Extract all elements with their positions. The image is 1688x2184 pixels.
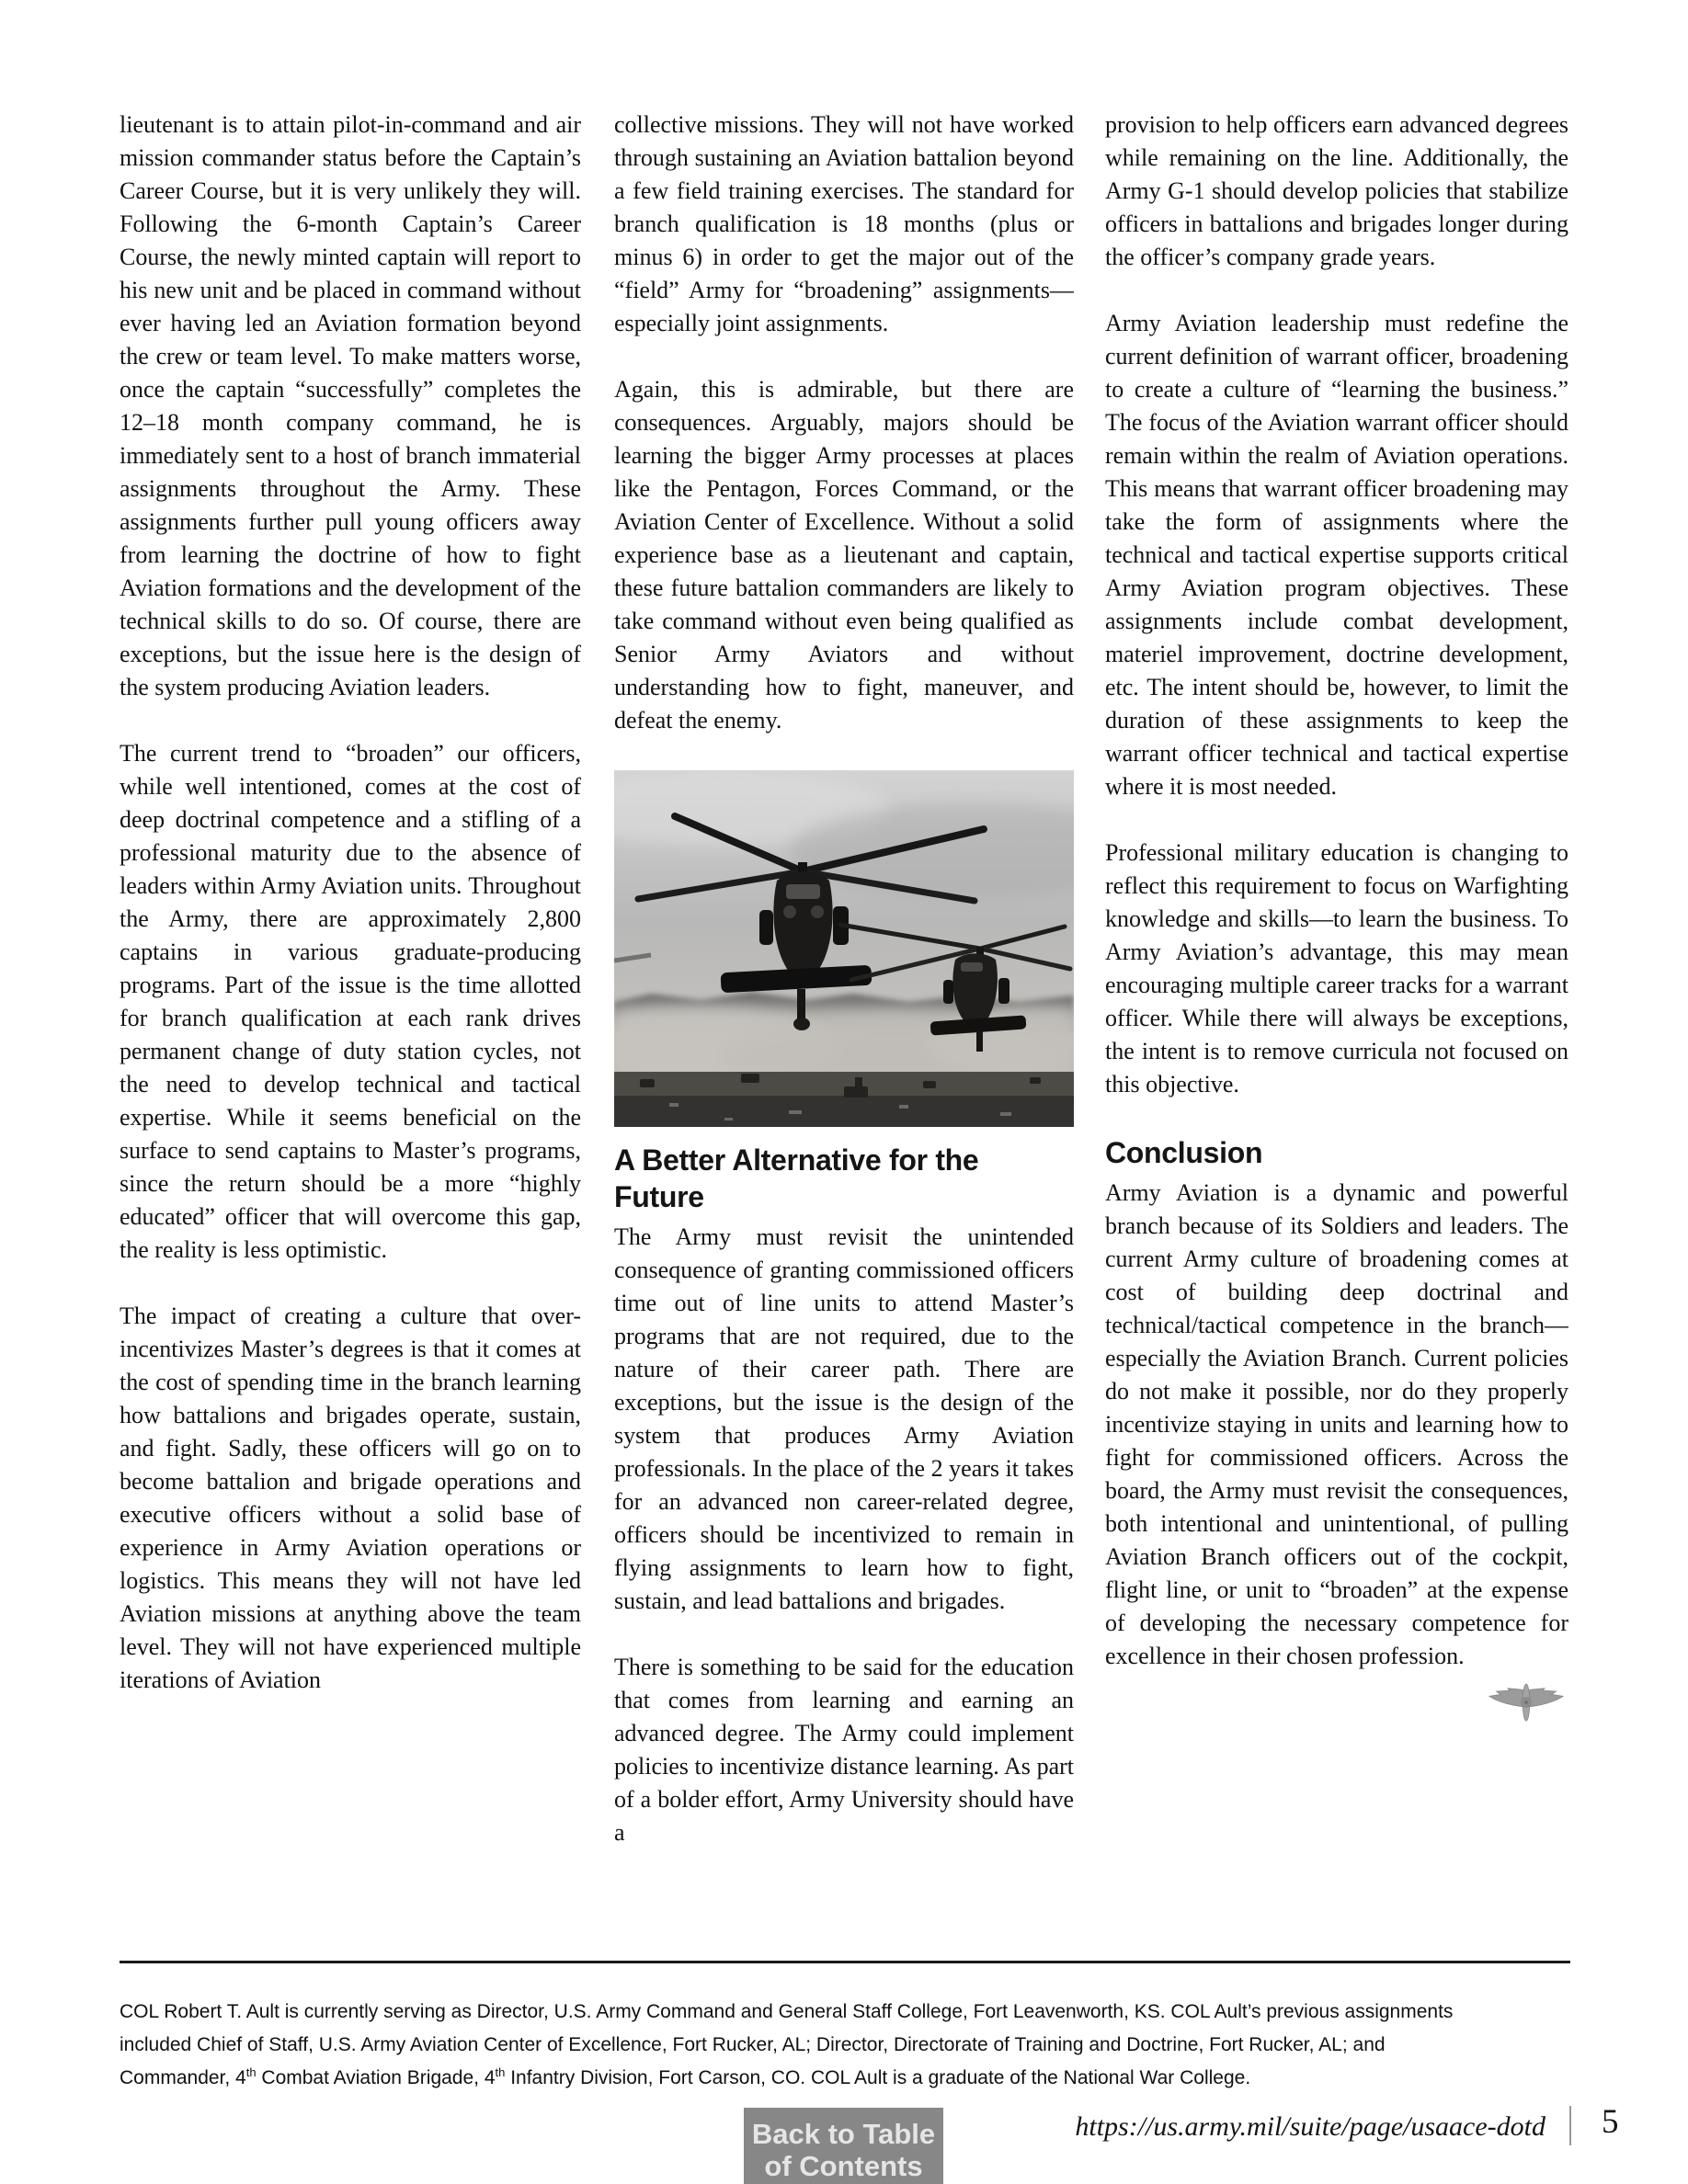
page-number: 5 [1602,2103,1619,2141]
section-heading-better-alternative: A Better Alternative for the Future [614,1143,979,1213]
army-aviation-insignia-icon [1486,1680,1567,1726]
author-bio [120,1996,1491,2095]
text-column-3 [1105,108,1568,1915]
text-column-1 [120,108,581,1915]
back-to-toc-line1: Back to Table [751,2118,936,2150]
helicopter-photo-illustration [614,770,1074,1127]
body-paragraph: Army Aviation is a dynamic and powerful branch because of its Soldiers and leaders. The current Army culture of broadening comes at cost of building deep doctrinal and technical/tactical competence in the branch—especially the Aviation Branch. Current policies do not make it possible, nor do they properly incentivize staying in units and learning how to fight for commissioned officers. Across the board, the Army must revisit the consequences, both intentional and unintentional, of pulling Aviation Branch officers out of the cockpit, flight line, or unit to “broaden” at the expense of developing the necessary competence for excellence in their chosen profession. [1105,1179,1568,1669]
footer-divider [1569,2106,1571,2145]
bio-text: Combat Aviation Brigade, 4 [256,2067,496,2088]
body-paragraph: lieutenant is to attain pilot-in-command and air mission commander status before the Captain’s Career Course, but it is very unlikely they will. Following the 6-month Captain’s Career Course, the newly minted captain will report to his new unit and be placed in command without ever having led an Aviation formation beyond the crew or team level. To make matters worse, once the captain “successfully” completes the 12–18 month company command, he is immediately sent to a host of branch immaterial assignments throughout the Army. These assignments further pull young officers away from learning the doctrine of how to fight Aviation formations and the development of the technical skills to do so. Of course, there are exceptions, but the issue here is the design of the system producing Aviation leaders. [120,111,581,700]
body-paragraph: The Army must revisit the unintended consequence of granting commissioned officers time out of line units to attend Master’s programs that are not required, due to the nature of their career path. There are exceptions, but the issue is the design of the system that produces Army Aviation professionals. In the place of the 2 years it takes for an advanced non career-related degree, officers should be incentivized to remain in flying assignments to learn how to fight, sustain, and lead battalions and brigades. [614,1223,1074,1614]
bio-superscript: th [495,2065,506,2079]
text-column-2 [614,108,1074,1915]
bio-superscript: th [245,2065,257,2079]
body-paragraph: Army Aviation leadership must redefine the current definition of warrant officer, broadening to create a culture of “learning the business.” The focus of the Aviation warrant officer should remain within the realm of Aviation operations. This means that warrant officer broadening may take the form of assignments where the technical and tactical expertise supports critical Army Aviation program objectives. These assignments include combat development, materiel improvement, doctrine development, etc. The intent should be, however, to limit the duration of these assignments to keep the warrant officer technical and tactical expertise where it is most needed. [1105,310,1568,800]
back-to-toc-line2: of Contents [764,2150,923,2182]
section-heading-conclusion: Conclusion [1105,1136,1263,1169]
body-paragraph: provision to help officers earn advanced degrees while remaining on the line. Additionally, the Army G-1 should develop policies that stabilize officers in battalions and brigades longer during the officer’s company grade years. [1105,111,1568,270]
helicopter-photo [614,770,1074,1127]
bio-text: COL Robert T. Ault is currently serving as Director, U.S. Army Command and General Staff College, Fort Leavenworth, KS. COL Ault’s previous assignments included Chief of Staff, U.S. Army Aviation Center of Excellence, Fort Rucker, AL; Director, Directorate of Training and Doctrine, Fort Rucker, AL; and Commander, 4 [120,2001,1454,2088]
footer-rule [120,1961,1570,1963]
bio-text: Infantry Division, Fort Carson, CO. COL Ault is a graduate of the National War College. [505,2067,1251,2088]
body-paragraph: The current trend to “broaden” our officers, while well intentioned, comes at the cost of deep doctrinal competence and a stifling of a professional maturity due to the absence of leaders within Army Aviation units. Throughout the Army, there are approximately 2,800 captains in various graduate-producing programs. Part of the issue is the time allotted for branch qualification at each rank drives permanent change of duty station cycles, not the need to develop technical and tactical expertise. While it seems beneficial on the surface to send captains to Master’s programs, since the return should be a more “highly educated” officer that will overcome this gap, the reality is less optimistic. [120,740,581,1263]
body-paragraph: Professional military education is changing to reflect this requirement to focus on Warfighting knowledge and skills—to learn the business. To Army Aviation’s advantage, this may mean encouraging multiple career tracks for a warrant officer. While there will always be exceptions, the intent is to remove curricula not focused on this objective. [1105,839,1568,1098]
footer-url-link[interactable]: https://us.army.mil/suite/page/usaace-dotd [1075,2111,1545,2142]
body-paragraph: collective missions. They will not have worked through sustaining an Aviation battalion beyond a few field training exercises. The standard for branch qualification is 18 months (plus or minus 6) in order to get the major out of the “field” Army for “broadening” assignments—especially joint assignments. [614,111,1074,336]
body-paragraph: Again, this is admirable, but there are consequences. Arguably, majors should be learning the bigger Army processes at places like the Pentagon, Forces Command, or the Aviation Center of Excellence. Without a solid experience base as a lieutenant and captain, these future battalion commanders are likely to take command without even being qualified as Senior Army Aviators and without understanding how to fight, maneuver, and defeat the enemy. [614,376,1074,734]
body-paragraph: The impact of creating a culture that over-incentivizes Master’s degrees is that it comes at the cost of spending time in the branch learning how battalions and brigades operate, sustain, and fight. Sadly, these officers will go on to become battalion and brigade operations and executive officers without a solid base of experience in Army Aviation operations or logistics. This means they will not have led Aviation missions at anything above the team level. They will not have experienced multiple iterations of Aviation [120,1302,581,1693]
back-to-toc-button[interactable] [744,2108,943,2184]
body-paragraph: There is something to be said for the education that comes from learning and earning an advanced degree. The Army could implement policies to incentivize distance learning. As part of a bolder effort, Army University should have a [614,1654,1074,1846]
